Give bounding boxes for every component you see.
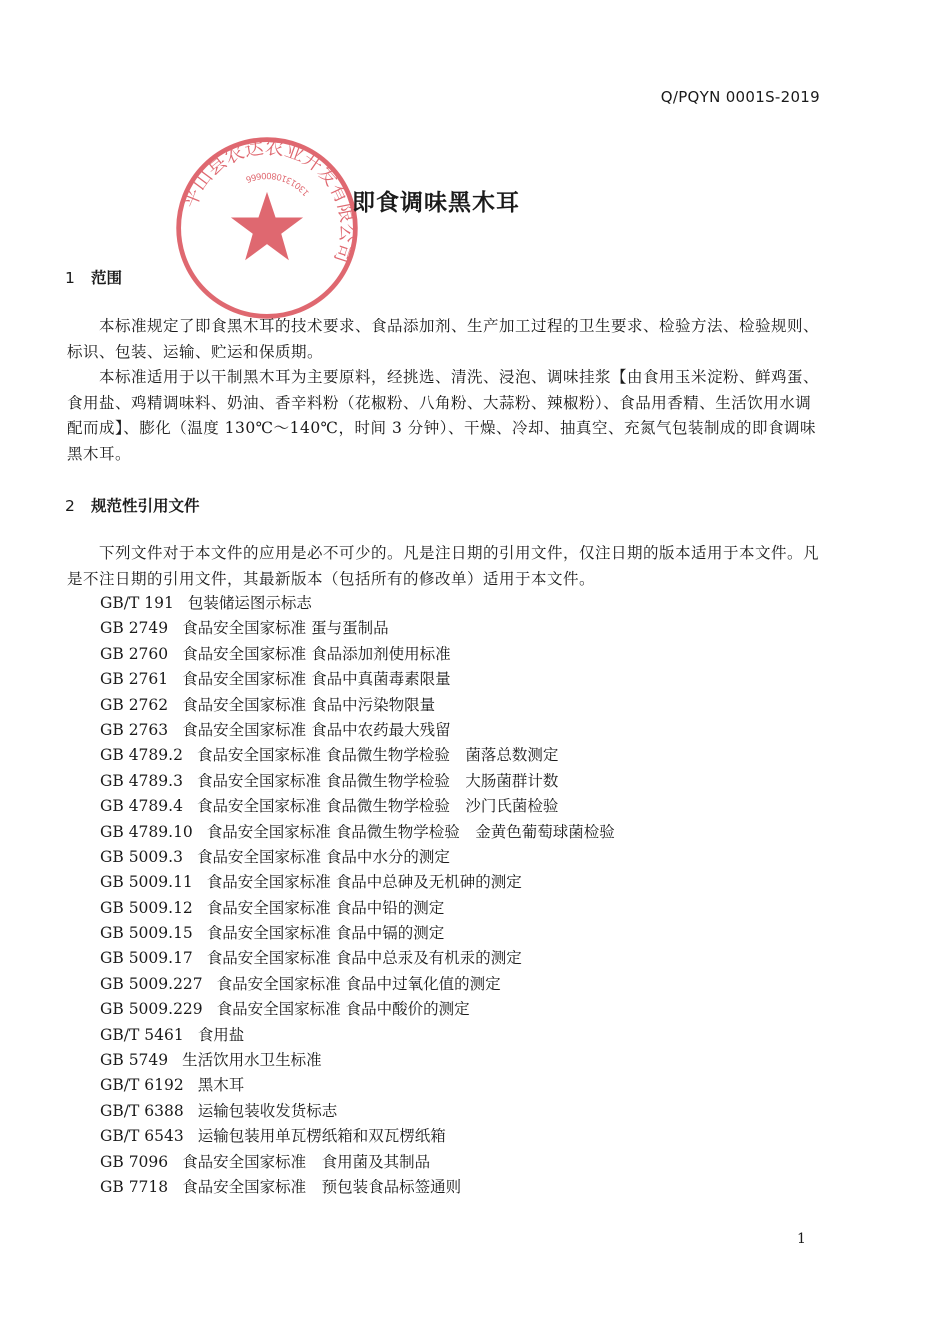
section-1-number: 1	[65, 269, 75, 287]
reference-code: GB 2749	[100, 619, 169, 638]
reference-item	[100, 845, 615, 870]
reference-title: 食品安全国家标准 食品中铅的测定	[206, 898, 445, 917]
reference-title: 食品安全国家标准 食用菌及其制品	[182, 1152, 431, 1171]
reference-item	[100, 1048, 615, 1073]
reference-title: 运输包装用单瓦楞纸箱和双瓦楞纸箱	[197, 1127, 446, 1146]
reference-title: 食品安全国家标准 食品中过氧化值的测定	[216, 974, 501, 993]
reference-title: 食品安全国家标准 食品中镉的测定	[206, 924, 445, 943]
reference-item	[100, 1150, 615, 1175]
seal-company-text: 平山县农达农业开发有限公司	[178, 136, 359, 266]
reference-code: GB 2761	[100, 670, 169, 689]
reference-code: GB 2762	[100, 695, 169, 714]
reference-title: 食品安全国家标准 食品中真菌毒素限量	[182, 670, 451, 689]
reference-title: 食品安全国家标准 食品中污染物限量	[182, 695, 436, 714]
reference-code: GB/T 6543	[100, 1127, 184, 1146]
reference-title: 包装储运图示标志	[187, 594, 312, 612]
reference-item	[100, 1175, 615, 1200]
reference-item	[100, 667, 615, 692]
reference-title: 食品安全国家标准 食品中酸价的测定	[216, 1000, 470, 1019]
reference-code: GB 7096	[100, 1152, 169, 1171]
seal-serial-text: 1301310800666	[244, 169, 312, 198]
reference-title: 食品安全国家标准 食品微生物学检验 沙门氏菌检验	[196, 797, 559, 816]
reference-item	[100, 769, 615, 794]
reference-item	[100, 718, 615, 743]
reference-item	[100, 1124, 615, 1149]
reference-title: 食品安全国家标准 食品微生物学检验 大肠菌群计数	[196, 771, 559, 790]
reference-code: GB 4789.2	[100, 746, 183, 765]
section-1-title: 范围	[91, 269, 123, 287]
reference-title: 食品安全国家标准 蛋与蛋制品	[182, 619, 389, 638]
reference-code: GB 4789.3	[100, 771, 183, 790]
reference-title: 食品安全国家标准 食品中水分的测定	[196, 847, 450, 866]
reference-item	[100, 743, 615, 768]
reference-title: 食品安全国家标准 食品中总砷及无机砷的测定	[206, 873, 522, 892]
reference-code: GB 5009.11	[100, 873, 193, 892]
section-2-number: 2	[65, 497, 75, 515]
reference-code: GB 5009.229	[100, 1000, 203, 1019]
page-number: 1	[797, 1231, 806, 1247]
scope-paragraph-2: 本标准适用于以干制黑木耳为主要原料，经挑选、清洗、浸泡、调味挂浆【由食用玉米淀粉、鲜鸡蛋、食用盐、鸡精调味料、奶油、香辛料粉（花椒粉、八角粉、大蒜粉、辣椒粉）、食品用香精、生活饮用水调配而成】、膨化（温度 130℃～140℃，时间 3 分钟）、干燥、冷却、抽真空、充氮气包装制成的即食调味黑木耳。	[67, 368, 820, 463]
reference-title: 食品安全国家标准 食品中总汞及有机汞的测定	[206, 949, 522, 968]
reference-code: GB 4789.10	[100, 822, 193, 841]
reference-item	[100, 693, 615, 718]
document-code: Q/PQYN 0001S-2019	[660, 88, 820, 106]
reference-title: 食品安全国家标准 食品微生物学检验 菌落总数测定	[196, 746, 559, 765]
reference-code: GB 2760	[100, 644, 169, 663]
reference-item	[100, 946, 615, 971]
reference-title: 运输包装收发货标志	[197, 1101, 338, 1120]
section-2-heading	[65, 494, 200, 516]
reference-item	[100, 616, 615, 641]
references-intro-paragraph: 下列文件对于本文件的应用是必不可少的。凡是注日期的引用文件，仅注日期的版本适用于本文件。凡是不注日期的引用文件，其最新版本（包括所有的修改单）适用于本文件。	[67, 544, 820, 588]
reference-code: GB/T 6388	[100, 1101, 184, 1120]
section-2-title: 规范性引用文件	[91, 497, 200, 515]
reference-title: 生活饮用水卫生标准	[182, 1051, 322, 1070]
reference-code: GB 5009.3	[100, 847, 183, 866]
reference-title: 食用盐	[197, 1025, 245, 1044]
reference-item	[100, 1073, 615, 1098]
section-1-heading	[65, 266, 122, 288]
reference-item	[100, 921, 615, 946]
reference-list	[100, 591, 615, 1200]
reference-code: GB 5749	[100, 1051, 169, 1070]
reference-item	[100, 896, 615, 921]
reference-code: GB/T 6192	[100, 1076, 184, 1095]
reference-item	[100, 1099, 615, 1124]
reference-code: GB/T 5461	[100, 1025, 184, 1044]
reference-code: GB 5009.15	[100, 924, 193, 943]
reference-item	[100, 997, 615, 1022]
reference-code: GB 4789.4	[100, 797, 183, 816]
reference-code: GB 5009.227	[100, 974, 203, 993]
reference-item	[100, 870, 615, 895]
reference-title: 黑木耳	[197, 1076, 245, 1095]
reference-item	[100, 794, 615, 819]
reference-code: GB 2763	[100, 720, 169, 739]
reference-item	[100, 1023, 615, 1048]
reference-title: 食品安全国家标准 食品微生物学检验 金黄色葡萄球菌检验	[206, 822, 615, 841]
reference-item	[100, 820, 615, 845]
document-title: 即食调味黑木耳	[352, 190, 520, 216]
reference-title: 食品安全国家标准 食品添加剂使用标准	[182, 644, 451, 663]
reference-code: GB/T 191	[100, 594, 174, 612]
reference-code: GB 5009.17	[100, 949, 193, 968]
reference-item	[100, 972, 615, 997]
seal-star-icon	[231, 192, 303, 260]
reference-item	[100, 591, 615, 616]
reference-title: 食品安全国家标准 食品中农药最大残留	[182, 720, 451, 739]
reference-code: GB 7718	[100, 1177, 169, 1196]
reference-code: GB 5009.12	[100, 898, 193, 917]
reference-item	[100, 642, 615, 667]
scope-paragraph-1: 本标准规定了即食黑木耳的技术要求、食品添加剂、生产加工过程的卫生要求、检验方法、检验规则、标识、包装、运输、贮运和保质期。	[67, 317, 820, 361]
reference-title: 食品安全国家标准 预包装食品标签通则	[182, 1177, 462, 1196]
company-seal-stamp	[172, 133, 362, 323]
